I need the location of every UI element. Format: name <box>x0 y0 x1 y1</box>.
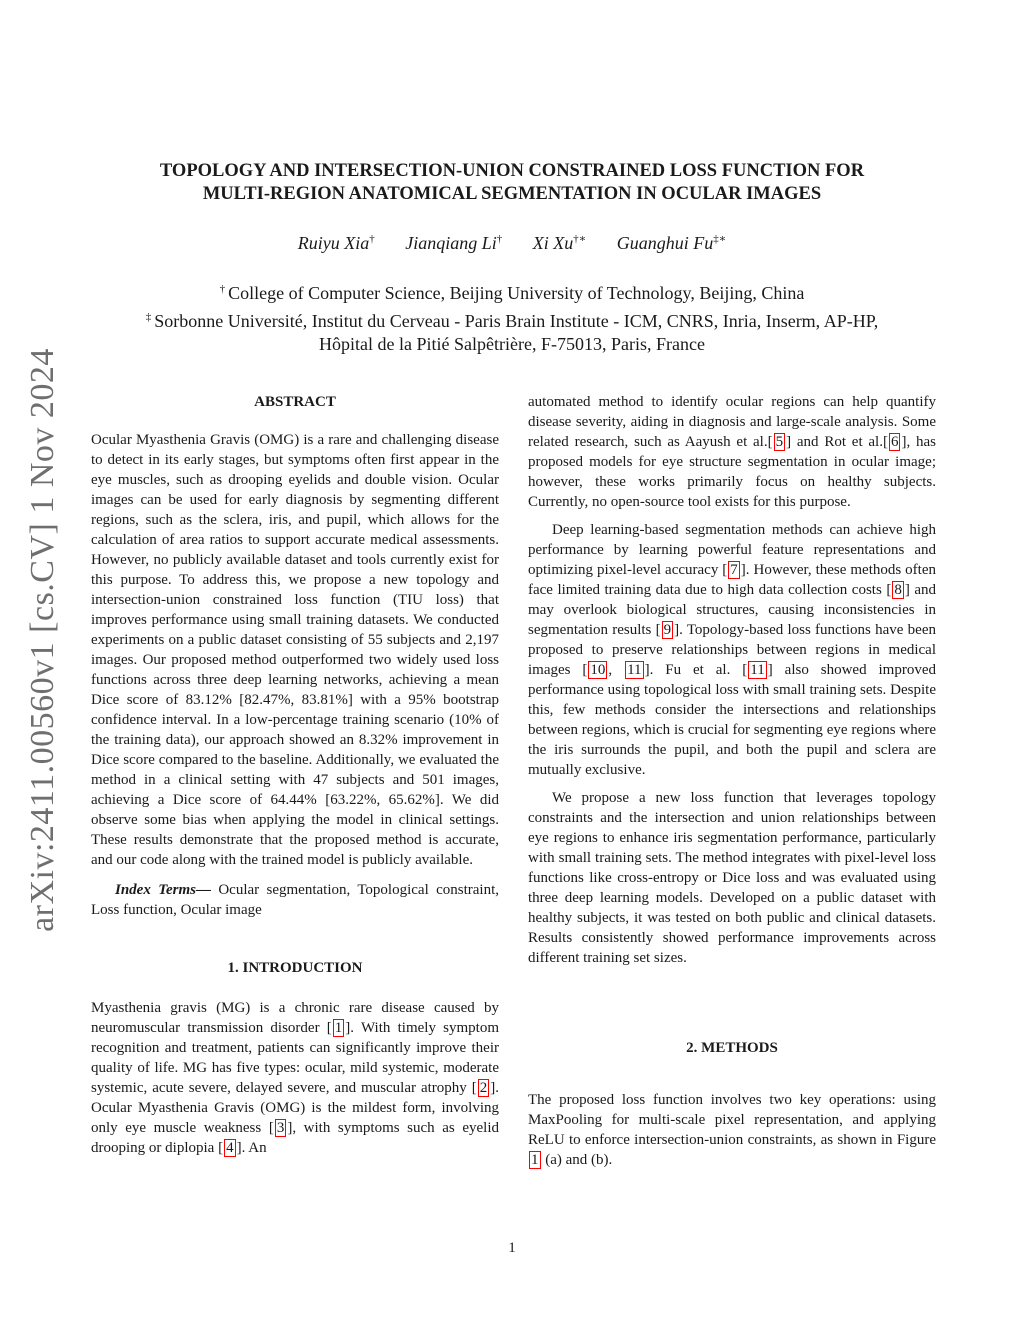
author-name: Ruiyu Xia <box>297 233 370 253</box>
arxiv-identifier[interactable]: arXiv:2411.00560v1 [cs.CV] 1 Nov 2024 <box>24 348 61 932</box>
page-number: 1 <box>508 1240 516 1256</box>
author-mark: ‡∗ <box>713 233 727 245</box>
author-name: Jianqiang Li <box>405 233 497 253</box>
citation-link[interactable]: 10 <box>590 662 606 678</box>
citation-link[interactable]: 5 <box>775 434 784 450</box>
methods-heading: 2. METHODS <box>686 1040 778 1056</box>
author-3 <box>533 232 586 254</box>
index-terms-label: Index Terms— <box>115 882 211 898</box>
citation-link[interactable]: 7 <box>730 562 738 578</box>
intro-paragraph-3: Deep learning-based segmentation methods can achieve high performance by learning powerful feature representations and optimizing pixel-level accuracy [ 7 ]. However, these methods often face limited training data due to high data collection costs [ 8 ] and may overlook biological structures, causing inconsistencies in segmentation results [ 9 ]. Topology-based loss functions have been proposed to preserve relationships between regions in medical images [ 10 , 11 ]. Fu et al. [ 11 ] also showed improved performance using topological loss with small training sets. Despite this, few methods consider the intersections and relationships between regions, which is crucial for segmenting eye regions where the iris surrounds the pupil, and both the pupil and sclera are mutually exclusive. <box>528 522 936 778</box>
author-2 <box>405 233 502 254</box>
citation-link[interactable]: 6 <box>890 434 899 450</box>
author-1 <box>298 233 375 254</box>
author-name: Guanghui Fu <box>616 233 714 253</box>
right-column <box>528 392 936 1170</box>
citation-link[interactable]: 3 <box>276 1120 285 1136</box>
author-mark: † <box>496 233 503 245</box>
figure-link[interactable]: 1 <box>531 1152 539 1168</box>
author-4 <box>617 232 726 254</box>
citation-link[interactable]: 11 <box>627 662 642 678</box>
dagger-mark: † <box>219 283 226 295</box>
author-list <box>100 232 924 254</box>
abstract-heading: ABSTRACT <box>254 394 336 410</box>
index-terms-text: Ocular segmentation, Topological constraint, Loss function, Ocular image <box>91 882 500 918</box>
intro-paragraph-1: Myasthenia gravis (MG) is a chronic rare disease caused by neuromuscular transmission disorder [ 1 ]. With timely symptom recognition and treatment, patients can significantly improve their quality of life. MG has five types: ocular, mild systemic, moderate systemic, acute severe, delayed severe, and muscular atrophy [ 2 ]. Ocular Myasthenia Gravis (OMG) is the mildest form, involving only eye muscle weakness [ 3 ], with symptoms such as eyelid drooping or diplopia [ 4 ]. An <box>91 1000 499 1156</box>
title-line-2: MULTI-REGION ANATOMICAL SEGMENTATION IN OCULAR IMAGES <box>202 184 822 204</box>
affiliation-sorbonne: ‡ Sorbonne Université, Institut du Cerveau - Paris Brain Institute - ICM, CNRS, Inria, Inserm, AP-HP, <box>145 310 879 331</box>
affiliation-beijing: † College of Computer Science, Beijing University of Technology, Beijing, China <box>219 283 805 303</box>
author-name: Xi Xu <box>532 233 574 253</box>
citation-link[interactable]: 9 <box>663 622 672 638</box>
affiliations <box>80 278 944 357</box>
index-terms <box>91 880 499 920</box>
left-column <box>91 392 499 1158</box>
author-mark: † <box>369 233 375 245</box>
abstract-text: Ocular Myasthenia Gravis (OMG) is a rare and challenging disease to detect in its early stages, but symptoms often first appear in the eye muscles, such as drooping eyelids and double vision. Ocular images can be used for early diagnosis by segmenting different regions, such as the sclera, iris, and pupil, which allows for the calculation of area ratios to support accurate medical assessments. However, no publicly available dataset and tools currently exist for this purpose. To address this, we propose a new topology and intersection-union constrained loss function (TIU loss) that improves performance using small training datasets. We conducted experiments on a public dataset consisting of 55 subjects and 2,197 images. Our proposed method outperformed two widely used loss functions across three deep learning networks, achieving a mean Dice score of 83.12% [82.47%, 83.81%] with a 95% bootstrap confidence interval. In a low-percentage training scenario (10% of the training data), our approach showed an 8.32% improvement in Dice score compared to the baseline. Additionally, we evaluated the method in a clinical setting with 47 subjects and 501 images, achieving a Dice score of 64.44% [63.22%, 65.62%]. We did observe some bias when applying the model in clinical settings. These results demonstrate that the proposed method is accurate, and our code along with the trained model is publicly available. <box>91 432 499 868</box>
citation-link[interactable]: 1 <box>334 1020 343 1036</box>
citation-link[interactable]: 4 <box>226 1140 234 1156</box>
methods-paragraph-1: The proposed loss function involves two key operations: using MaxPooling for multi-scale pixel representation, and applying ReLU to enforce intersection-union constraints, as shown in Figure 1 (a) and (b). <box>528 1092 936 1168</box>
citation-link[interactable]: 11 <box>750 662 765 678</box>
affiliation-sorbonne-line2: Hôpital de la Pitié Salpêtrière, F-75013, Paris, France <box>319 334 705 354</box>
citation-link[interactable]: 8 <box>894 582 902 598</box>
introduction-heading: 1. INTRODUCTION <box>227 960 363 976</box>
author-mark: †∗ <box>573 233 587 245</box>
citation-link[interactable]: 2 <box>479 1080 488 1096</box>
paper-title <box>100 160 924 206</box>
intro-paragraph-2: automated method to identify ocular regions can help quantify disease severity, aiding in diagnosis and large-scale analysis. Some related research, such as Aayush et al.[ 5 ] and Rot et al.[ 6 ], has proposed models for eye structure segmentation in ocular image; however, these works primarily focus on healthy subjects. Currently, no open-source tool exists for this purpose. <box>528 394 937 510</box>
title-line-1: TOPOLOGY AND INTERSECTION-UNION CONSTRAINED LOSS FUNCTION FOR <box>159 161 865 181</box>
intro-paragraph-4: We propose a new loss function that leverages topology constraints and the intersection and union relationships between eye regions to enhance iris segmentation performance, particularly with small training sets. The method integrates with pixel-level loss functions like cross-entropy or Dice loss and was evaluated using three deep learning models. Developed on a public dataset with healthy subjects, it was tested on both public and clinical datasets. Results consistently showed performance improvements across different training set sizes. <box>528 790 936 966</box>
ddagger-mark: ‡ <box>145 310 152 323</box>
